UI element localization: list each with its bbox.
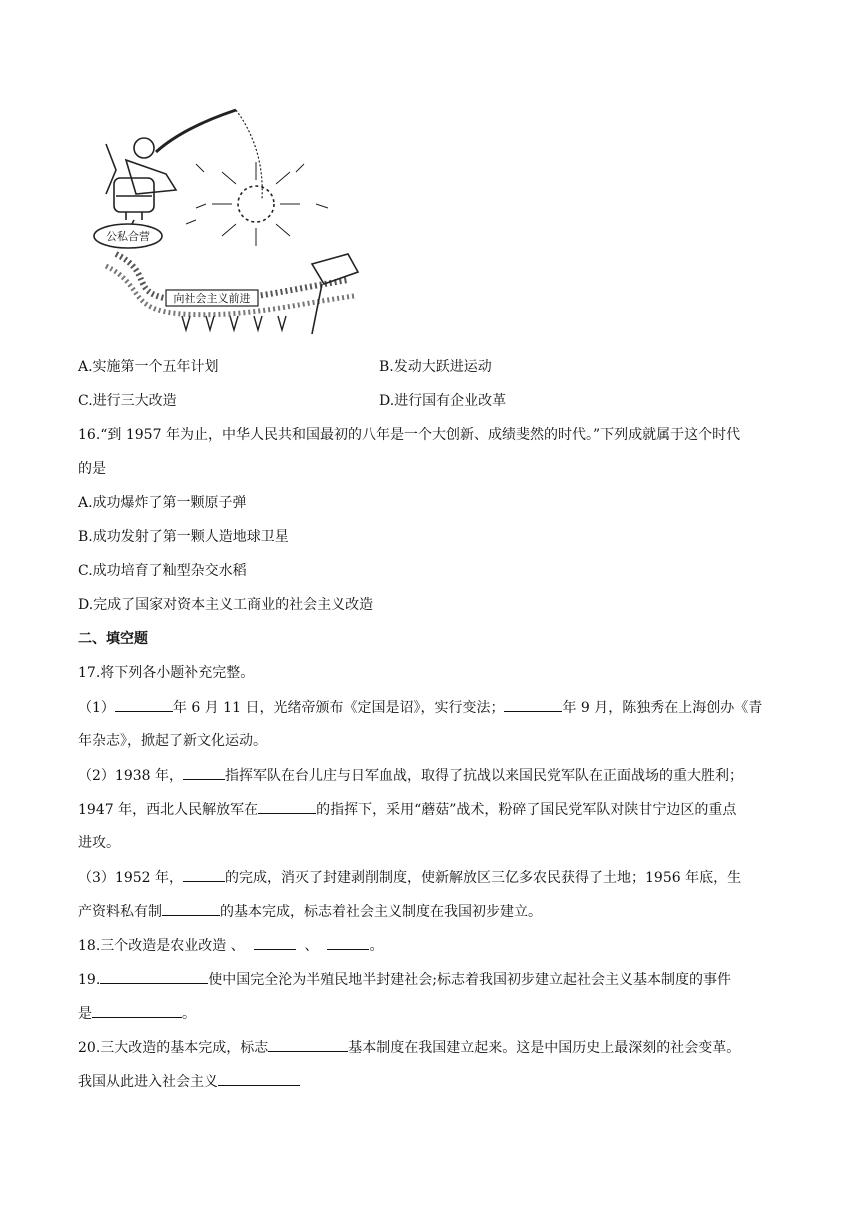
q17-part3-line2: [78, 901, 542, 922]
q16-option-d: D.完成了国家对资本主义工商业的社会主义改造: [78, 597, 374, 613]
q17-p2-text3: 的指挥下，采用“蘑菇”战术，粉碎了国民党军队对陕甘宁边区的重点: [316, 802, 737, 818]
q20-line2: [78, 1071, 300, 1092]
answer-blank[interactable]: [183, 765, 225, 780]
answer-blank[interactable]: [162, 901, 220, 916]
q19-line1: [78, 969, 731, 990]
q17-p3-text2: 产资料私有制: [78, 904, 162, 920]
cartoon-illustration: [86, 104, 368, 340]
q17-p3-text3: 的基本完成，标志着社会主义制度在我国初步建立。: [220, 904, 542, 920]
q17-part2-line1: [78, 765, 743, 786]
answer-blank[interactable]: [115, 697, 173, 712]
answer-blank[interactable]: [183, 867, 225, 882]
q17-p1-label: （1）: [78, 700, 115, 716]
q15-option-a: A.实施第一个五年计划: [78, 359, 219, 375]
answer-blank[interactable]: [327, 935, 369, 950]
answer-blank[interactable]: [268, 1037, 348, 1052]
q17-part1-line1: [78, 697, 762, 718]
q16-option-a: A.成功爆炸了第一颗原子弹: [78, 495, 247, 511]
q20-line1: [78, 1037, 740, 1058]
q15-option-c: C.进行三大改造: [78, 393, 177, 409]
q20-text3: 我国从此进入社会主义: [78, 1074, 218, 1090]
answer-blank[interactable]: [258, 799, 316, 814]
q19-number: 19.: [78, 972, 101, 988]
q17-part2-line2: [78, 799, 736, 820]
q17-p2-text: 指挥军队在台儿庄与日军血战，取得了抗战以来国民党军队在正面战场的重大胜利；: [225, 768, 743, 784]
q18-end: 。: [369, 938, 384, 954]
answer-blank[interactable]: [504, 697, 562, 712]
q17-p1-text: 年 6 月 11 日，光绪帝颁布《定国是诏》，实行变法；: [172, 700, 505, 716]
q17-p2-label: （2）1938 年，: [78, 768, 183, 784]
q19-line2: [78, 1003, 196, 1024]
flag-label: 向社会主义前进: [173, 292, 251, 305]
banner-label: 公私合营: [106, 230, 150, 243]
answer-blank[interactable]: [254, 935, 296, 950]
q17-intro: 17.将下列各小题补充完整。: [78, 665, 255, 681]
q18-line: [78, 935, 383, 956]
q17-part2-line3: 进攻。: [78, 835, 120, 851]
q19-text: 使中国完全沦为半殖民地半封建社会;标志着我国初步建立起社会主义基本制度的事件: [208, 972, 731, 988]
answer-blank[interactable]: [218, 1071, 300, 1086]
q16-option-b: B.成功发射了第一颗人造地球卫星: [78, 529, 289, 545]
q15-option-d: D.进行国有企业改革: [379, 393, 507, 409]
q17-p2-text2: 1947 年，西北人民解放军在: [78, 802, 259, 818]
section-heading: 二、填空题: [78, 631, 148, 647]
q17-p1-text2: 年 9 月，陈独秀在上海创办《青: [562, 700, 763, 716]
q17-p3-label: （3）1952 年，: [78, 870, 183, 886]
q16-stem-line2: 的是: [78, 461, 106, 477]
q19-text2: 是: [78, 1006, 92, 1022]
q19-end: 。: [182, 1006, 196, 1022]
q15-option-b: B.发动大跃进运动: [379, 359, 492, 375]
q16-stem-line1: 16.“到 1957 年为止，中华人民共和国最初的八年是一个大创新、成绩斐然的时代。”下列成就属于这个时代: [78, 427, 741, 443]
q16-option-c: C.成功培育了籼型杂交水稻: [78, 563, 247, 579]
q18-sep: 、: [304, 938, 319, 954]
answer-blank[interactable]: [100, 969, 208, 984]
q17-part1-line2: 年杂志》，掀起了新文化运动。: [78, 733, 267, 749]
q17-p3-text: 的完成，消灭了封建剥削制度，使新解放区三亿多农民获得了土地；1956 年底，生: [225, 870, 742, 886]
q20-text: 20.三大改造的基本完成，标志: [78, 1040, 269, 1056]
answer-blank[interactable]: [92, 1003, 182, 1018]
q18-text: 18.三个改造是农业改造 、: [78, 938, 245, 954]
q20-text2: 基本制度在我国建立起来。这是中国历史上最深刻的社会变革。: [348, 1040, 741, 1056]
q17-part3-line1: [78, 867, 741, 888]
